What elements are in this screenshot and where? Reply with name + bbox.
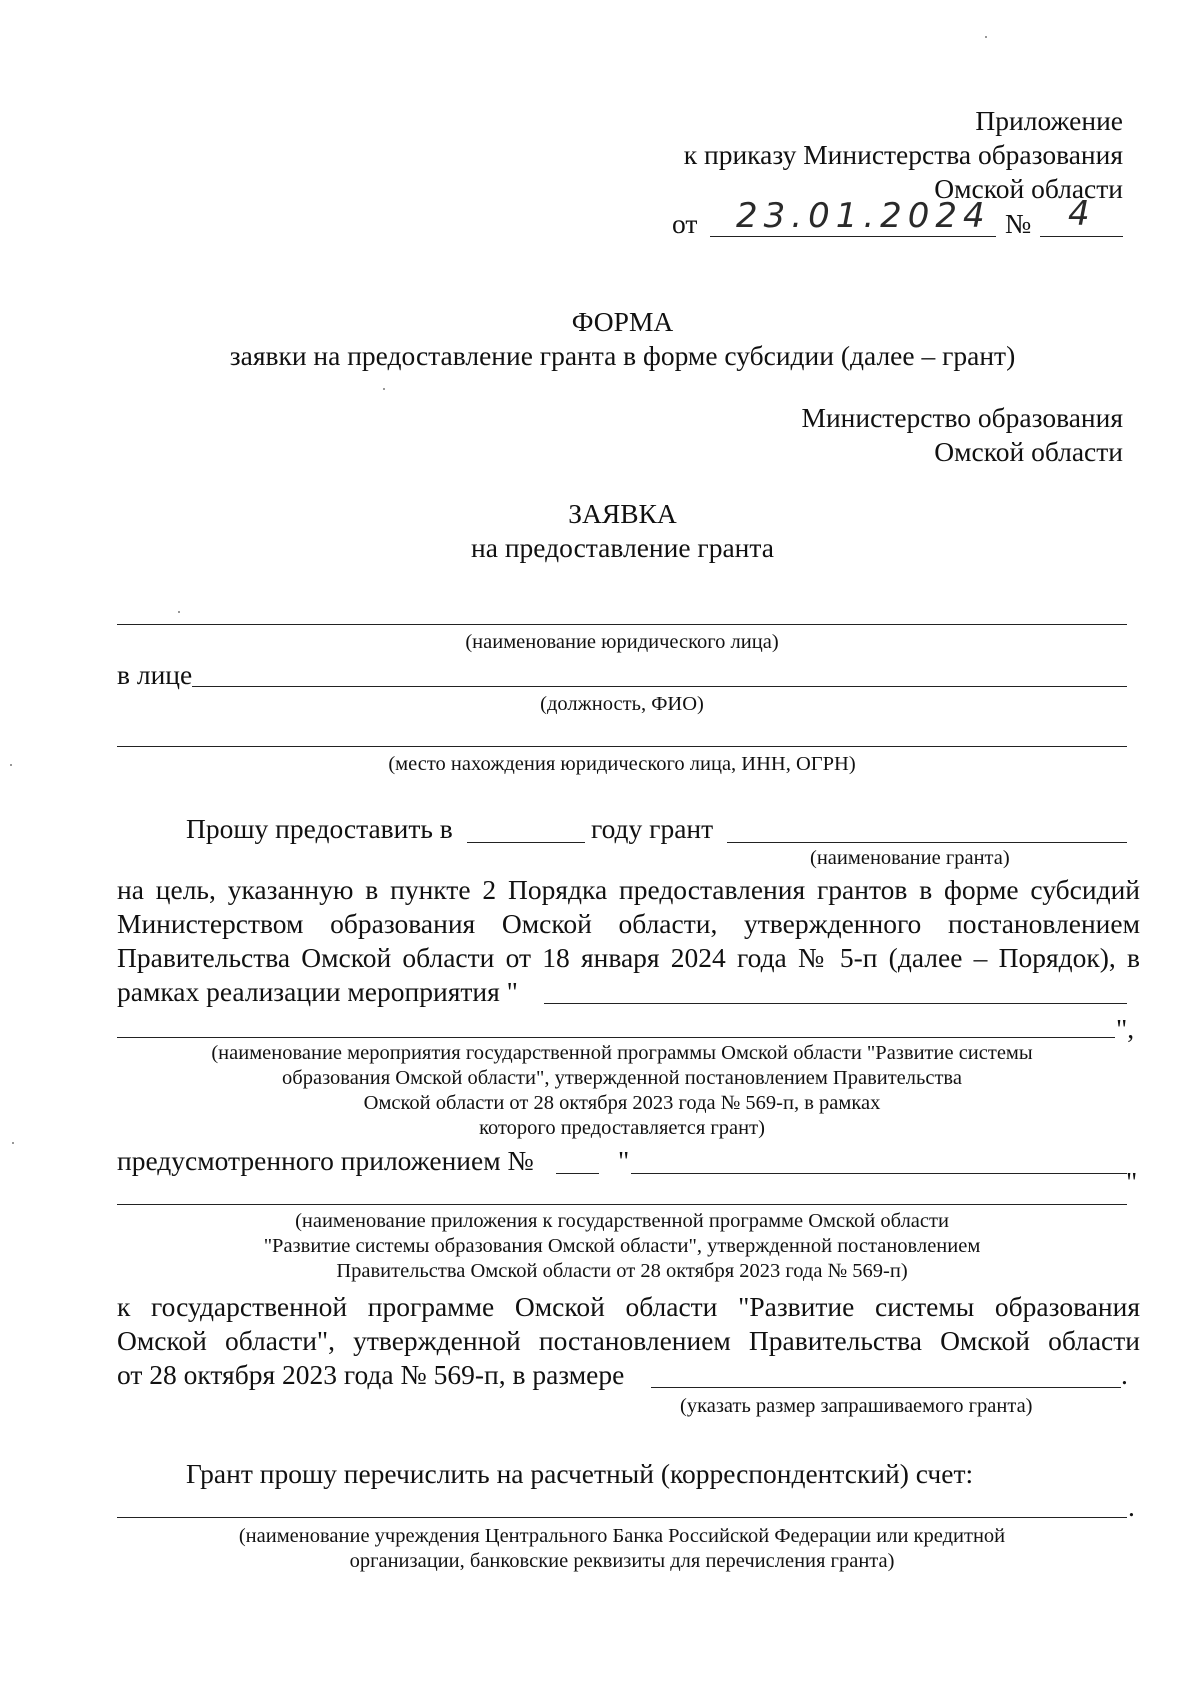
- handwritten-date: 23.01.2024: [736, 196, 991, 236]
- bank-account-text: Грант прошу перечислить на расчетный (корреспондентский) счет:: [186, 1458, 974, 1489]
- form-subtitle: заявки на предоставление гранта в форме субсидии (далее – грант): [229, 340, 1016, 371]
- order-region: Омской области: [934, 173, 1123, 204]
- scan-speck: [985, 36, 987, 38]
- event-name-field-1[interactable]: [544, 1003, 1127, 1004]
- amount-caption: (указать размер запрашиваемого гранта): [680, 1395, 1033, 1417]
- grant-name-caption: (наименование гранта): [810, 847, 1010, 869]
- paragraph-line2: Министерством образования Омской области, утвержденного постановлением: [117, 908, 1140, 939]
- order-reference: к приказу Министерства образования: [683, 139, 1123, 170]
- annex-label: Приложение: [975, 105, 1123, 136]
- annex-reference-text: предусмотренного приложением №: [117, 1145, 534, 1176]
- bank-period: .: [1128, 1491, 1135, 1522]
- annex-name-field-2[interactable]: [117, 1204, 1127, 1205]
- annex-number-field[interactable]: [556, 1173, 599, 1174]
- paragraph-line3: Правительства Омской области от 18 января 2024 года № 5-п (далее – Порядок), в: [117, 942, 1140, 973]
- bank-caption-1: (наименование учреждения Центрального Банка Российской Федерации или кредитной: [238, 1525, 1006, 1547]
- program-line1: к государственной программе Омской области "Развитие системы образования: [117, 1291, 1140, 1322]
- application-subtitle: на предоставление гранта: [471, 532, 774, 563]
- bank-caption-2: организации, банковские реквизиты для перечисления гранта): [349, 1550, 895, 1572]
- location-field[interactable]: [117, 746, 1127, 747]
- grant-amount-field[interactable]: [651, 1387, 1121, 1388]
- scan-speck: [178, 611, 180, 613]
- application-title: ЗАЯВКА: [568, 498, 677, 529]
- event-caption-2: образования Омской области", утвержденной постановлением Правительства: [282, 1067, 962, 1089]
- annex-caption-3: Правительства Омской области от 28 октября 2023 года № 569-п): [336, 1260, 908, 1282]
- paragraph-line1: на цель, указанную в пункте 2 Порядка предоставления грантов в форме субсидий: [117, 874, 1140, 905]
- event-caption-3: Омской области от 28 октября 2023 года № 569-п, в рамках: [363, 1092, 881, 1114]
- legal-entity-field[interactable]: [117, 624, 1127, 625]
- bank-details-field[interactable]: [117, 1517, 1127, 1518]
- scan-speck: [10, 764, 12, 766]
- event-caption-4: которого предоставляется грант): [479, 1117, 765, 1139]
- annex-caption-1: (наименование приложения к государственной программе Омской области: [295, 1210, 949, 1232]
- number-label: №: [1005, 208, 1032, 239]
- event-name-field-2[interactable]: [117, 1037, 1115, 1038]
- annex-quote-close: ": [1126, 1166, 1138, 1197]
- program-line3: от 28 октября 2023 года № 569-п, в размере: [117, 1359, 625, 1390]
- date-underline: [710, 236, 996, 237]
- position-caption: (должность, ФИО): [540, 693, 704, 715]
- annex-caption-2: "Развитие системы образования Омской области", утвержденной постановлением: [263, 1235, 981, 1257]
- program-line2: Омской области", утвержденной постановлением Правительства Омской области: [117, 1325, 1140, 1356]
- addressee-line1: Министерство образования: [801, 402, 1123, 433]
- date-from-label: от: [672, 208, 698, 239]
- in-person-label: в лице: [117, 659, 193, 690]
- position-name-field[interactable]: [192, 686, 1127, 687]
- scan-speck: [383, 388, 385, 390]
- form-title: ФОРМА: [571, 306, 674, 337]
- quote-comma: ",: [1116, 1013, 1135, 1044]
- year-field[interactable]: [467, 842, 585, 843]
- request-text-part1: Прошу предоставить в: [186, 813, 453, 844]
- amount-period: .: [1121, 1359, 1128, 1390]
- request-text-part2: году грант: [591, 813, 714, 844]
- annex-quote-open: ": [618, 1145, 630, 1176]
- legal-entity-caption: (наименование юридического лица): [465, 631, 779, 653]
- scan-speck: [12, 1142, 14, 1144]
- annex-name-field-1[interactable]: [631, 1173, 1127, 1174]
- paragraph-line4: рамках реализации мероприятия ": [117, 976, 518, 1007]
- handwritten-number: 4: [1068, 194, 1096, 234]
- event-caption-1: (наименование мероприятия государственной программы Омской области "Развитие системы: [211, 1042, 1033, 1064]
- grant-name-field[interactable]: [727, 842, 1127, 843]
- location-caption: (место нахождения юридического лица, ИНН, ОГРН): [388, 753, 856, 775]
- number-underline: [1040, 236, 1123, 237]
- addressee-line2: Омской области: [934, 436, 1123, 467]
